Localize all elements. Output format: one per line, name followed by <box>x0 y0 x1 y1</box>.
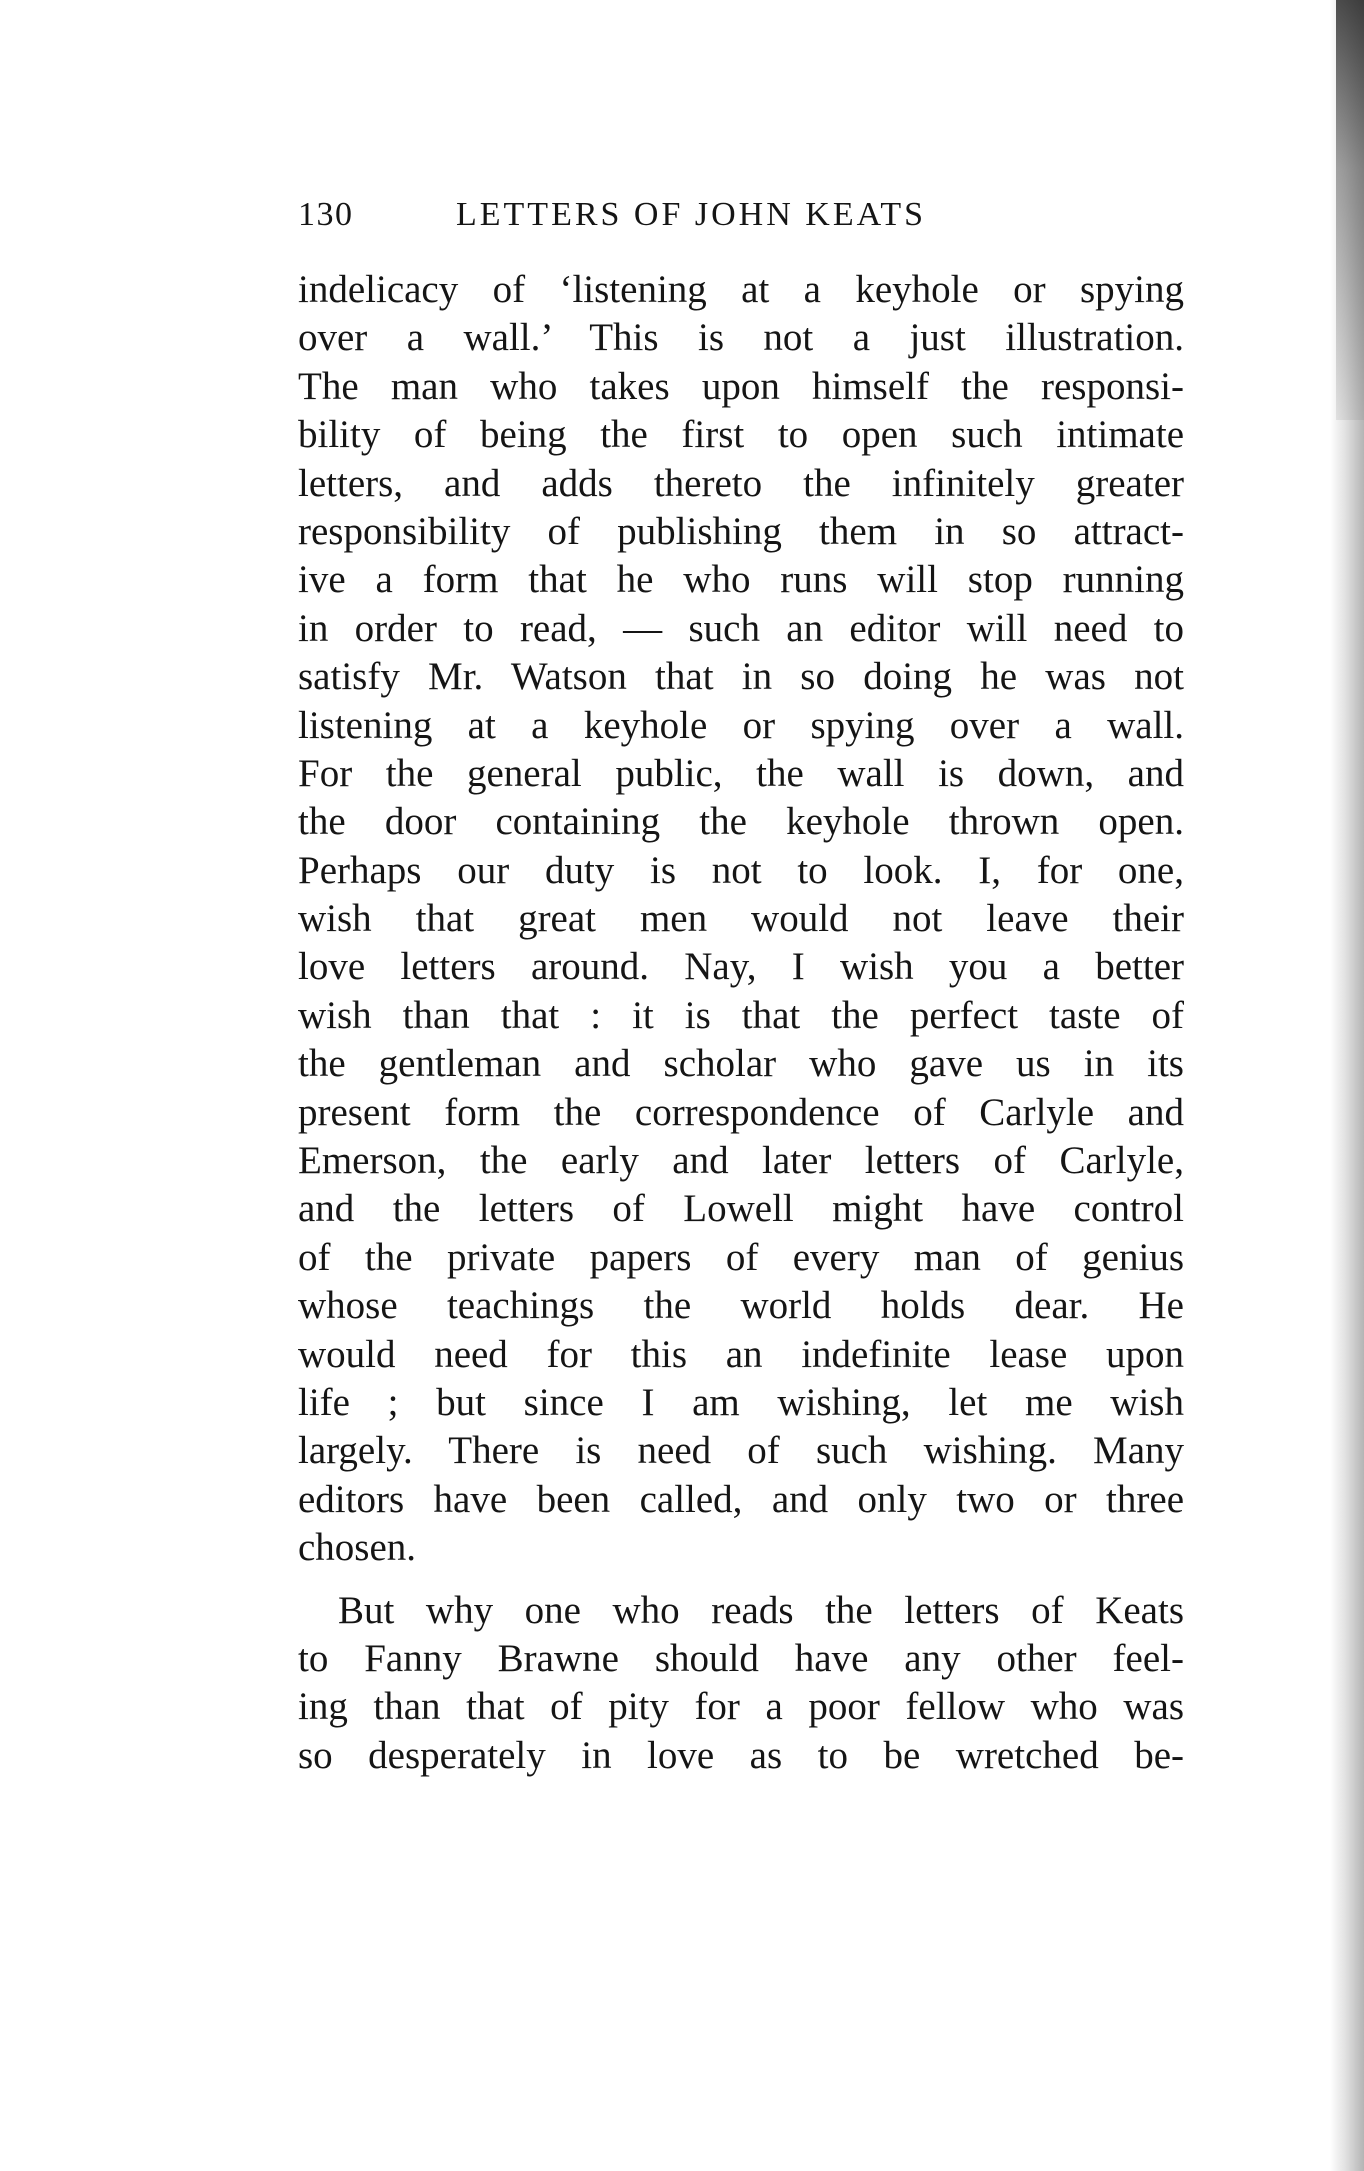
text-line: letters, and adds thereto the infinitely greater <box>298 461 1184 505</box>
text-line: in order to read, — such an editor will need to <box>298 606 1184 650</box>
text-line: of the private papers of every man of genius <box>298 1235 1184 1279</box>
text-line: responsibility of publishing them in so attract- <box>298 509 1184 553</box>
text-line: to Fanny Brawne should have any other feel- <box>298 1636 1184 1680</box>
text-line: ive a form that he who runs will stop running <box>298 558 1184 602</box>
text-line: life ; but since I am wishing, let me wish <box>298 1380 1184 1424</box>
text-line: present form the correspondence of Carlyle and <box>298 1090 1184 1134</box>
text-line: ing than that of pity for a poor fellow who was <box>298 1685 1184 1729</box>
text-line: editors have been called, and only two or three <box>298 1477 1184 1521</box>
running-head-title: LETTERS OF JOHN KEATS <box>456 196 927 233</box>
text-line: listening at a keyhole or spying over a wall. <box>298 703 1184 747</box>
body-text <box>298 266 1184 1780</box>
text-line: would need for this an indefinite lease upon <box>298 1332 1184 1376</box>
text-line: Perhaps our duty is not to look. I, for one, <box>298 848 1184 892</box>
paragraph-1 <box>298 266 1184 1573</box>
text-line: For the general public, the wall is down, and <box>298 751 1184 795</box>
text-line: indelicacy of ‘listening at a keyhole or spying <box>298 268 1184 311</box>
text-line: satisfy Mr. Watson that in so doing he was not <box>298 655 1184 699</box>
text-line: the gentleman and scholar who gave us in its <box>298 1042 1184 1086</box>
text-line: largely. There is need of such wishing. Many <box>298 1429 1184 1473</box>
text-line: Emerson, the early and later letters of Carlyle, <box>298 1139 1184 1183</box>
running-head <box>298 196 1258 244</box>
text-line: wish that great men would not leave their <box>298 897 1184 941</box>
scan-shadow-corner <box>1336 0 1364 420</box>
paragraph-2 <box>298 1587 1184 1781</box>
text-line: and the letters of Lowell might have control <box>298 1187 1184 1231</box>
page-number: 130 <box>298 196 354 233</box>
text-line: The man who takes upon himself the responsi- <box>298 364 1184 408</box>
text-line: wish than that : it is that the perfect taste of <box>298 993 1184 1037</box>
text-line: the door containing the keyhole thrown open. <box>298 800 1184 844</box>
text-line: over a wall.’ This is not a just illustration. <box>298 316 1184 360</box>
text-line: so desperately in love as to be wretched be- <box>298 1733 1184 1777</box>
text-line: chosen. <box>298 1526 417 1570</box>
text-line: whose teachings the world holds dear. He <box>298 1284 1184 1328</box>
text-line: But why one who reads the letters of Keats <box>338 1588 1184 1632</box>
text-line: love letters around. Nay, I wish you a better <box>298 945 1184 989</box>
text-line: bility of being the first to open such intimate <box>298 413 1184 457</box>
paragraph-gap <box>298 1573 1184 1587</box>
